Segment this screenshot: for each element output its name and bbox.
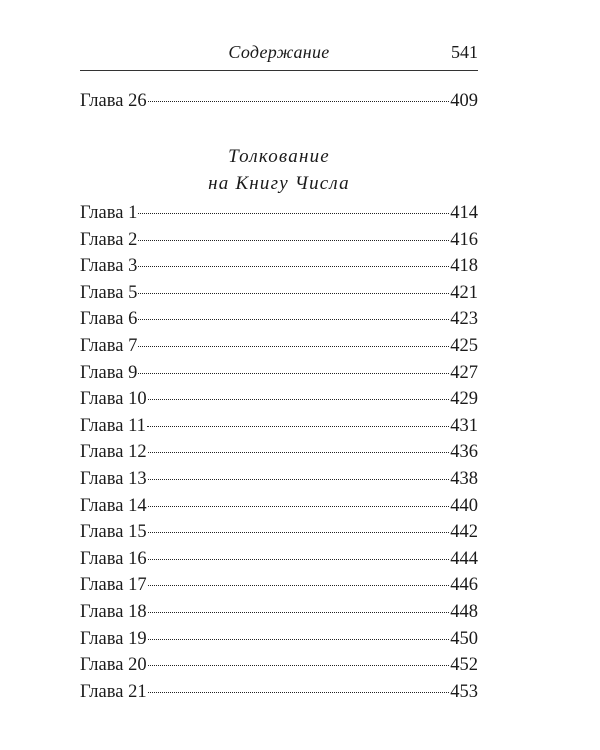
toc-entry-page: 442	[450, 522, 478, 543]
dot-leader	[138, 266, 449, 267]
toc-entry-page: 448	[450, 602, 478, 622]
toc-entry-page: 429	[450, 389, 478, 410]
dot-leader	[148, 532, 450, 533]
page-number: 541	[451, 42, 478, 62]
toc-entry-label: Глава 2	[80, 229, 138, 250]
toc-entry[interactable]	[80, 333, 478, 359]
toc-entry-label: Глава 20	[80, 655, 147, 676]
toc-entry-page: 421	[450, 282, 478, 303]
dot-leader	[148, 101, 450, 102]
toc-entry-page: 414	[450, 203, 478, 223]
toc-entry[interactable]	[80, 253, 478, 279]
toc-entry[interactable]	[80, 679, 478, 705]
dot-leader	[138, 319, 449, 320]
dot-leader	[138, 346, 449, 347]
toc-entry-page: 450	[450, 628, 478, 649]
toc-entry[interactable]	[80, 227, 478, 253]
dot-leader	[147, 426, 449, 427]
toc-entry-label: Глава 3	[80, 256, 138, 277]
dot-leader	[148, 692, 450, 693]
toc-entry[interactable]	[80, 386, 478, 412]
toc-entry[interactable]	[80, 572, 478, 598]
toc-entry-page: 416	[450, 229, 478, 250]
toc-entry-label: Глава 9	[80, 362, 138, 383]
toc-entry-label: Глава 26	[80, 91, 147, 111]
toc-entry-page: 418	[450, 256, 478, 277]
toc-entry-label: Глава 15	[80, 522, 147, 543]
toc-entry-label: Глава 6	[80, 309, 138, 330]
toc-entry-page: 431	[450, 415, 478, 436]
toc-entry-label: Глава 10	[80, 389, 147, 410]
toc-entry[interactable]	[80, 493, 478, 519]
header-rule	[80, 70, 478, 71]
section-title-line1: Толкование	[228, 146, 330, 167]
dot-leader	[148, 585, 450, 586]
toc-entry-page: 409	[450, 91, 478, 111]
toc-entry-label: Глава 14	[80, 495, 147, 516]
toc-entry[interactable]	[80, 652, 478, 678]
toc-entry-label: Глава 17	[80, 575, 147, 596]
dot-leader	[148, 639, 450, 640]
dot-leader	[148, 479, 450, 480]
dot-leader	[148, 559, 450, 560]
toc-entry[interactable]	[80, 88, 478, 114]
toc-entry-page: 446	[450, 575, 478, 596]
toc-entry[interactable]	[80, 200, 478, 226]
toc-entry-label: Глава 1	[80, 203, 138, 223]
toc-entry-label: Глава 18	[80, 602, 147, 622]
dot-leader	[138, 213, 449, 214]
toc-entry[interactable]	[80, 413, 478, 439]
toc-entry-page: 436	[450, 442, 478, 463]
toc-entry-page: 423	[450, 309, 478, 330]
toc-entry-page: 440	[450, 495, 478, 516]
dot-leader	[148, 452, 450, 453]
toc-entry[interactable]	[80, 546, 478, 572]
toc-entry[interactable]	[80, 306, 478, 332]
toc-entry[interactable]	[80, 626, 478, 652]
toc-entry-label: Глава 13	[80, 469, 147, 489]
toc-entry-page: 438	[450, 469, 478, 489]
toc-entry[interactable]	[80, 519, 478, 545]
running-title: Содержание	[228, 42, 330, 62]
dot-leader	[138, 373, 449, 374]
toc-entry-label: Глава 21	[80, 681, 147, 702]
toc-entry-label: Глава 11	[80, 415, 146, 436]
toc-entry-label: Глава 16	[80, 548, 147, 569]
toc-entry[interactable]	[80, 439, 478, 465]
toc-entry-label: Глава 7	[80, 336, 138, 356]
toc-entry[interactable]	[80, 280, 478, 306]
toc-entry[interactable]	[80, 360, 478, 386]
toc-entry-label: Глава 12	[80, 442, 147, 463]
dot-leader	[148, 506, 450, 507]
toc-entry-page: 425	[450, 336, 478, 356]
toc-entry[interactable]	[80, 599, 478, 625]
dot-leader	[138, 293, 449, 294]
dot-leader	[148, 665, 450, 666]
section-title-line2: на Книгу Числа	[208, 173, 350, 194]
dot-leader	[148, 399, 450, 400]
toc-entry-page: 444	[450, 548, 478, 569]
toc-entry-page: 453	[450, 681, 478, 702]
page-header	[80, 38, 478, 68]
toc-entry-label: Глава 5	[80, 282, 138, 303]
toc-entry-label: Глава 19	[80, 628, 147, 649]
toc-entry[interactable]	[80, 466, 478, 492]
toc-entry-page: 427	[450, 362, 478, 383]
dot-leader	[138, 240, 449, 241]
dot-leader	[148, 612, 450, 613]
toc-entry-page: 452	[450, 655, 478, 676]
